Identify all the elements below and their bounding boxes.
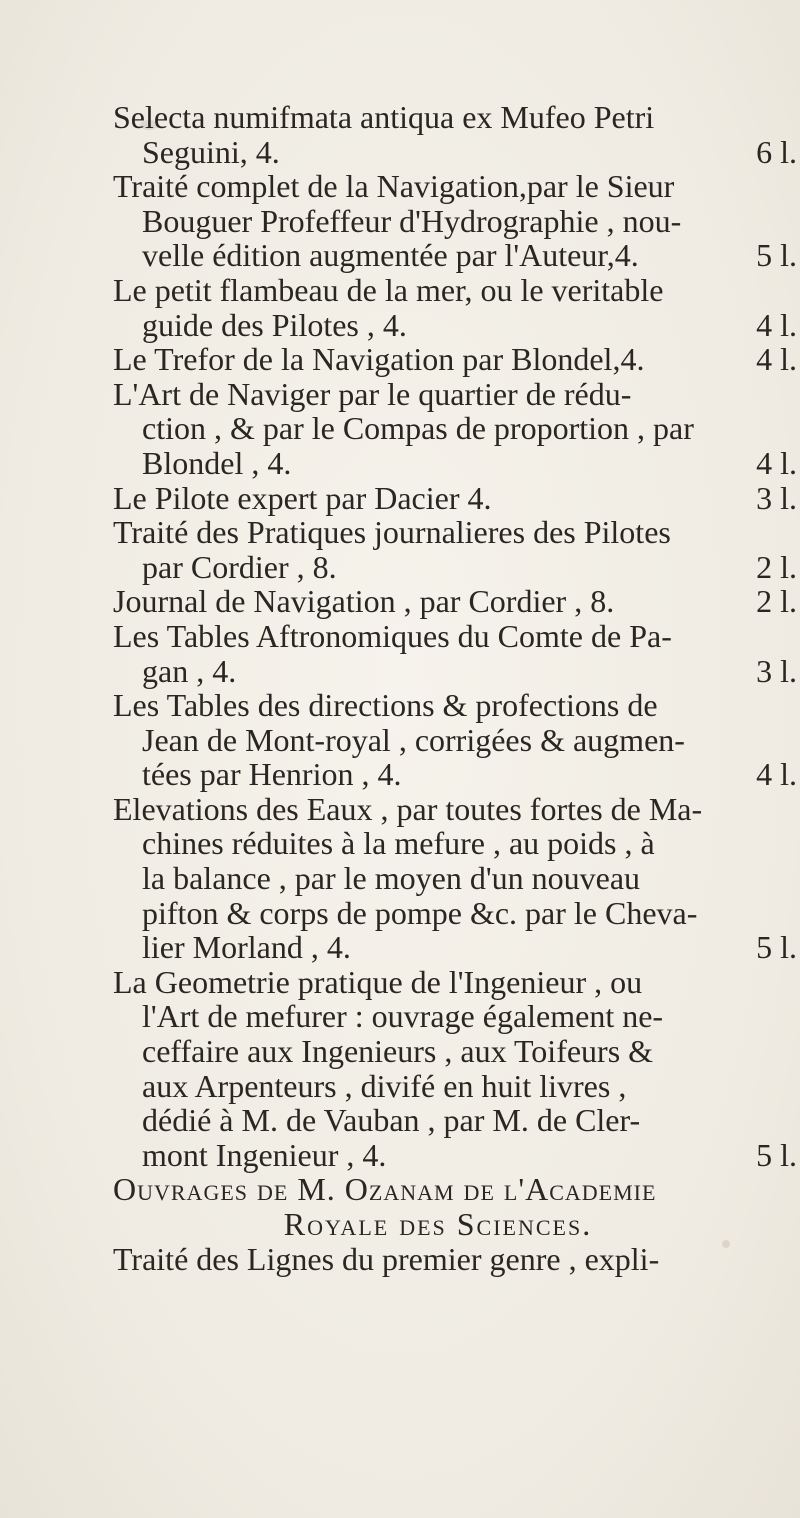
entry-line: Traité complet de la Navigation,par le Sieur [113,168,675,205]
price: 4 l. [756,306,797,343]
entry-line: tées par Henrion , 4. 4 l. [142,756,797,793]
entry-line: Traité des Pratiques journalieres des Pilotes [113,514,671,551]
price: 4 l. [756,756,797,793]
price: 5 l. [756,1136,797,1173]
section-heading-continued: Royale des Sciences. [283,1206,593,1242]
entry-line: gan , 4. 3 l. [142,652,797,689]
entry-line: pifton & corps de pompe &c. par le Cheva- [142,894,698,931]
entry-line: dédié à M. de Vauban , par M. de Cler- [142,1102,641,1139]
entry-line: Elevations des Eaux , par toutes fortes de Ma- [113,790,703,827]
entry-line: Le Pilote expert par Dacier 4. 3 l. [113,479,797,516]
price: 3 l. [756,479,797,516]
entry-line: ction , & par le Compas de proportion , par [142,410,694,447]
entry-line: par Cordier , 8. 2 l. [142,548,797,585]
price: 5 l. [756,929,797,966]
price: 4 l. [756,444,797,481]
catalog-text [113,100,800,1276]
price: 3 l. [756,652,797,689]
entry-line: Le petit flambeau de la mer, ou le veritable [113,271,664,308]
entry-line: ceffaire aux Ingenieurs , aux Toifeurs & [142,1033,654,1070]
entry-line: chines réduites à la mefure , au poids , à [142,825,655,862]
entry-line: Jean de Mont-royal , corrigées & augmen- [142,721,685,758]
entry-line: La Geometrie pratique de l'Ingenieur , ou [113,963,643,1000]
entry-line: L'Art de Naviger par le quartier de rédu- [113,375,632,412]
entry-line: lier Morland , 4. 5 l. [142,929,797,966]
entry-line: Bouguer Profeffeur d'Hydrographie , nou- [142,202,682,239]
price: 2 l. [756,548,797,585]
entry-line: Seguini, 4. 6 l. [142,133,797,170]
entry-line: Journal de Navigation , par Cordier , 8. 2 l. [113,583,797,620]
entry-line: Le Trefor de la Navigation par Blondel,4. 4 l. [113,341,797,378]
price: 5 l. [756,237,797,274]
entry-line: aux Arpenteurs , divifé en huit livres , [142,1067,627,1104]
price: 6 l. [756,133,797,170]
section-heading: Ouvrages de M. Ozanam de l'Academie [113,1171,657,1208]
entry-line: guide des Pilotes , 4. 4 l. [142,306,797,343]
entry-line: Les Tables Aftronomiques du Comte de Pa- [113,617,672,654]
entry-line: la balance , par le moyen d'un nouveau [142,860,641,897]
entry-line: l'Art de mefurer : ouvrage également ne- [142,998,664,1035]
entry-line: Blondel , 4. 4 l. [142,444,797,481]
entry-line: Traité des Lignes du premier genre , expli- [113,1240,660,1277]
entry-line: mont Ingenieur , 4. 5 l. [142,1136,797,1173]
entry-line: Selecta numifmata antiqua ex Mufeo Petri [113,99,655,135]
entry-line: velle édition augmentée par l'Auteur,4. 5 l. [142,237,797,274]
entry-line: Les Tables des directions & profections de [113,687,658,724]
price: 4 l. [756,341,797,378]
price: 2 l. [756,583,797,620]
